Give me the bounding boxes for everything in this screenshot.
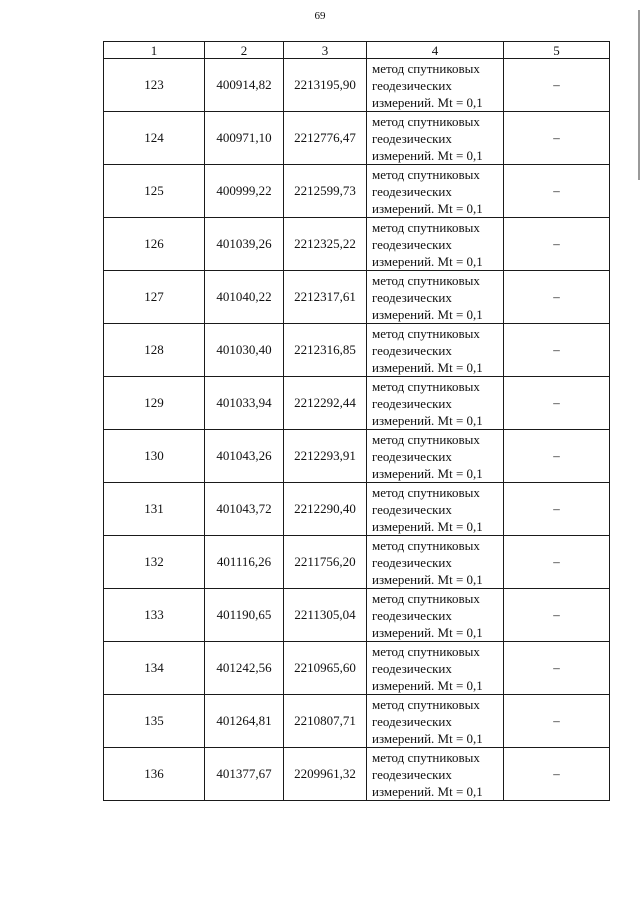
y-coordinate-cell: 2212293,91 [284, 430, 367, 483]
table-row [104, 165, 610, 218]
y-coordinate-cell: 2212599,73 [284, 165, 367, 218]
method-cell [367, 536, 504, 589]
note-cell: – [504, 271, 610, 324]
x-coordinate-cell: 401043,26 [205, 430, 284, 483]
method-text-line: метод спутниковых [372, 590, 480, 606]
note-cell: – [504, 642, 610, 695]
note-cell: – [504, 59, 610, 112]
method-cell [367, 642, 504, 695]
y-coordinate-cell: 2210807,71 [284, 695, 367, 748]
note-cell: – [504, 112, 610, 165]
y-coordinate-cell: 2211756,20 [284, 536, 367, 589]
point-number-cell: 136 [104, 748, 205, 801]
note-cell: – [504, 483, 610, 536]
x-coordinate-cell: 400971,10 [205, 112, 284, 165]
column-header-3: 3 [284, 42, 367, 59]
table-row [104, 112, 610, 165]
note-cell: – [504, 324, 610, 377]
method-text-line: измерений. Mt = 0,1 [372, 783, 483, 799]
table-row [104, 536, 610, 589]
method-text-line: измерений. Mt = 0,1 [372, 730, 483, 746]
method-text-line: геодезических [372, 607, 452, 623]
x-coordinate-cell: 401039,26 [205, 218, 284, 271]
note-cell: – [504, 430, 610, 483]
method-text-line: измерений. Mt = 0,1 [372, 571, 483, 587]
method-text-line: геодезических [372, 395, 452, 411]
column-header-4: 4 [367, 42, 504, 59]
method-text-line: измерений. Mt = 0,1 [372, 677, 483, 693]
point-number-cell: 129 [104, 377, 205, 430]
method-text-line: метод спутниковых [372, 219, 480, 235]
method-text-line: измерений. Mt = 0,1 [372, 253, 483, 269]
table-row [104, 430, 610, 483]
method-text-line: метод спутниковых [372, 537, 480, 553]
method-text-line: метод спутниковых [372, 484, 480, 500]
method-text-line: метод спутниковых [372, 325, 480, 341]
y-coordinate-cell: 2212776,47 [284, 112, 367, 165]
method-cell [367, 748, 504, 801]
method-text-line: измерений. Mt = 0,1 [372, 200, 483, 216]
method-text-line: геодезических [372, 766, 452, 782]
y-coordinate-cell: 2209961,32 [284, 748, 367, 801]
method-text-line: геодезических [372, 713, 452, 729]
x-coordinate-cell: 401190,65 [205, 589, 284, 642]
method-text-line: метод спутниковых [372, 378, 480, 394]
method-text-line: измерений. Mt = 0,1 [372, 359, 483, 375]
method-text-line: метод спутниковых [372, 113, 480, 129]
method-cell [367, 483, 504, 536]
column-header-5: 5 [504, 42, 610, 59]
method-text-line: метод спутниковых [372, 643, 480, 659]
x-coordinate-cell: 400914,82 [205, 59, 284, 112]
table-row [104, 271, 610, 324]
y-coordinate-cell: 2212325,22 [284, 218, 367, 271]
method-text-line: метод спутниковых [372, 60, 480, 76]
method-text-line: геодезических [372, 448, 452, 464]
method-text-line: измерений. Mt = 0,1 [372, 518, 483, 534]
table-row [104, 642, 610, 695]
table-row [104, 59, 610, 112]
method-cell [367, 165, 504, 218]
table-row [104, 377, 610, 430]
header-row [104, 42, 610, 59]
x-coordinate-cell: 401264,81 [205, 695, 284, 748]
point-number-cell: 134 [104, 642, 205, 695]
method-text-line: измерений. Mt = 0,1 [372, 465, 483, 481]
note-cell: – [504, 695, 610, 748]
method-cell [367, 589, 504, 642]
method-text-line: геодезических [372, 342, 452, 358]
table-row [104, 324, 610, 377]
method-text-line: измерений. Mt = 0,1 [372, 624, 483, 640]
table-body [104, 59, 610, 801]
y-coordinate-cell: 2212290,40 [284, 483, 367, 536]
x-coordinate-cell: 401040,22 [205, 271, 284, 324]
method-cell [367, 695, 504, 748]
x-coordinate-cell: 401242,56 [205, 642, 284, 695]
method-cell [367, 271, 504, 324]
note-cell: – [504, 748, 610, 801]
method-text-line: метод спутниковых [372, 272, 480, 288]
column-header-1: 1 [104, 42, 205, 59]
point-number-cell: 133 [104, 589, 205, 642]
method-text-line: геодезических [372, 554, 452, 570]
method-text-line: метод спутниковых [372, 166, 480, 182]
method-cell [367, 218, 504, 271]
method-cell [367, 430, 504, 483]
x-coordinate-cell: 401030,40 [205, 324, 284, 377]
method-text-line: измерений. Mt = 0,1 [372, 306, 483, 322]
y-coordinate-cell: 2210965,60 [284, 642, 367, 695]
method-cell [367, 324, 504, 377]
table-row [104, 218, 610, 271]
table-header [104, 42, 610, 59]
point-number-cell: 130 [104, 430, 205, 483]
note-cell: – [504, 377, 610, 430]
note-cell: – [504, 589, 610, 642]
point-number-cell: 131 [104, 483, 205, 536]
y-coordinate-cell: 2212316,85 [284, 324, 367, 377]
x-coordinate-cell: 401116,26 [205, 536, 284, 589]
method-cell [367, 59, 504, 112]
table-row [104, 589, 610, 642]
method-text-line: геодезических [372, 236, 452, 252]
x-coordinate-cell: 401043,72 [205, 483, 284, 536]
point-number-cell: 123 [104, 59, 205, 112]
note-cell: – [504, 536, 610, 589]
method-text-line: метод спутниковых [372, 696, 480, 712]
y-coordinate-cell: 2211305,04 [284, 589, 367, 642]
x-coordinate-cell: 401377,67 [205, 748, 284, 801]
point-number-cell: 124 [104, 112, 205, 165]
point-number-cell: 132 [104, 536, 205, 589]
y-coordinate-cell: 2212317,61 [284, 271, 367, 324]
table-row [104, 748, 610, 801]
method-cell [367, 112, 504, 165]
point-number-cell: 125 [104, 165, 205, 218]
method-text-line: метод спутниковых [372, 749, 480, 765]
point-number-cell: 135 [104, 695, 205, 748]
x-coordinate-cell: 400999,22 [205, 165, 284, 218]
method-text-line: геодезических [372, 183, 452, 199]
method-text-line: геодезических [372, 77, 452, 93]
point-number-cell: 126 [104, 218, 205, 271]
method-text-line: геодезических [372, 660, 452, 676]
method-text-line: геодезических [372, 130, 452, 146]
coordinates-table [103, 41, 610, 801]
y-coordinate-cell: 2213195,90 [284, 59, 367, 112]
page-number: 69 [314, 10, 326, 22]
method-text-line: измерений. Mt = 0,1 [372, 412, 483, 428]
method-text-line: геодезических [372, 289, 452, 305]
column-header-2: 2 [205, 42, 284, 59]
x-coordinate-cell: 401033,94 [205, 377, 284, 430]
method-text-line: измерений. Mt = 0,1 [372, 94, 483, 110]
method-text-line: метод спутниковых [372, 431, 480, 447]
table-row [104, 695, 610, 748]
method-text-line: измерений. Mt = 0,1 [372, 147, 483, 163]
note-cell: – [504, 218, 610, 271]
method-cell [367, 377, 504, 430]
y-coordinate-cell: 2212292,44 [284, 377, 367, 430]
note-cell: – [504, 165, 610, 218]
table-row [104, 483, 610, 536]
method-text-line: геодезических [372, 501, 452, 517]
point-number-cell: 128 [104, 324, 205, 377]
point-number-cell: 127 [104, 271, 205, 324]
